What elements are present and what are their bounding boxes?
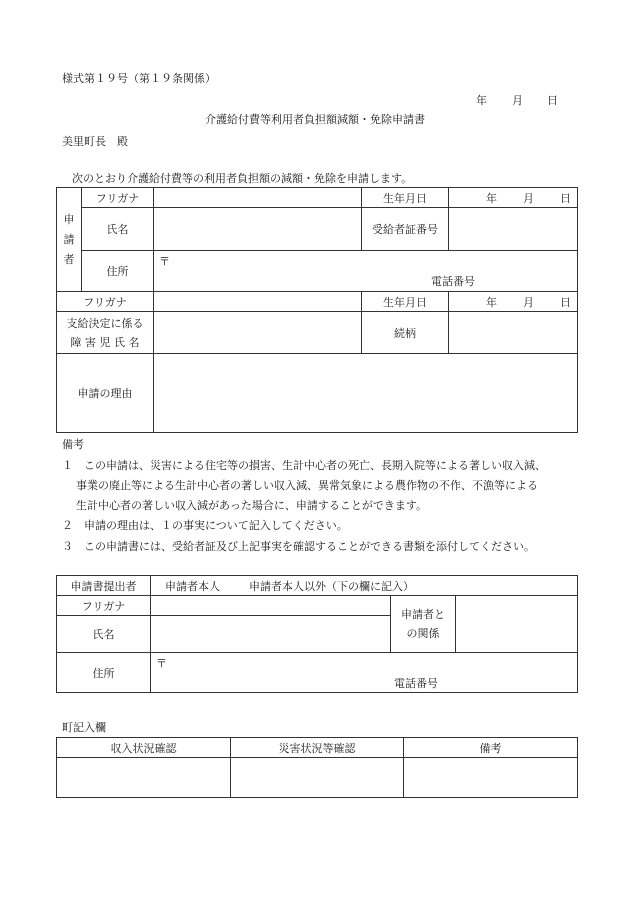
submitter-relation-line2: の関係 — [406, 627, 440, 640]
note-1-line-2: 事業の廃止等による生計中心者の著しい収入減、異常気象による農作物の不作、不漁等による — [76, 479, 538, 492]
note-1-line-3: 生計中心者の著しい収入減があった場合に、申請することができます。 — [76, 499, 428, 512]
note-2: ２ 申請の理由は、１の事実について記入してください。 — [62, 519, 348, 532]
submitter-address-label: 住所 — [57, 653, 151, 693]
applicant-birth-year: 年 — [486, 191, 497, 205]
submitter-relation-label — [391, 596, 456, 653]
child-birthdate-label: 生年月日 — [362, 292, 449, 312]
submitter-name-field[interactable] — [151, 616, 391, 653]
applicant-name-field[interactable] — [154, 208, 362, 251]
date-year-label: 年 — [476, 94, 487, 107]
intro-text: 次のとおり介護給付費等の利用者負担額の減額・免除を申請します。 — [72, 172, 413, 185]
date-month-label: 月 — [512, 94, 523, 107]
disaster-check-field[interactable] — [231, 758, 404, 798]
income-check-field[interactable] — [57, 758, 231, 798]
col-income-check: 収入状況確認 — [57, 738, 231, 758]
submitter-address-field[interactable] — [151, 653, 578, 693]
applicant-name-label: 氏名 — [82, 208, 154, 251]
town-section-heading: 町記入欄 — [62, 721, 106, 734]
child-name-label-line2: 障 害 児 氏 名 — [70, 335, 140, 349]
remarks-field[interactable] — [404, 758, 578, 798]
applicant-furigana-label: フリガナ — [82, 188, 154, 208]
applicant-group-label — [57, 188, 82, 292]
reason-field[interactable] — [154, 354, 578, 433]
applicant-birth-day: 日 — [560, 191, 571, 205]
applicant-furigana-field[interactable] — [154, 188, 362, 208]
applicant-birthdate-label: 生年月日 — [362, 188, 449, 208]
col-disaster-check: 災害状況等確認 — [231, 738, 404, 758]
submitter-option-self[interactable]: 申請者本人 — [165, 579, 220, 593]
child-birth-month: 月 — [523, 295, 534, 309]
child-relation-label: 続柄 — [362, 312, 449, 354]
applicant-char-2: 請 — [63, 232, 75, 246]
applicant-postal-mark: 〒 — [159, 255, 170, 268]
child-birth-day: 日 — [560, 295, 571, 309]
submitter-option-other[interactable]: 申請者本人以外（下の欄に記入） — [249, 579, 414, 593]
child-name-field[interactable] — [154, 312, 362, 354]
applicant-address-label: 住所 — [82, 251, 154, 292]
child-name-label — [57, 312, 154, 354]
child-furigana-label: フリガナ — [57, 292, 154, 312]
notes-heading: 備考 — [62, 438, 84, 451]
applicant-birthdate-field[interactable] — [449, 188, 578, 208]
applicant-char-3: 者 — [63, 252, 75, 266]
note-3: ３ この申請書には、受給者証及び上記事実を確認することができる書類を添付してください。 — [62, 540, 535, 553]
applicant-table — [56, 187, 578, 433]
child-furigana-field[interactable] — [154, 292, 362, 312]
child-name-label-line1: 支給決定に係る — [66, 316, 144, 330]
recipient-id-label: 受給者証番号 — [362, 208, 449, 251]
submitter-relation-line1: 申請者と — [401, 608, 445, 621]
child-birthdate-field[interactable] — [449, 292, 578, 312]
child-birth-year: 年 — [486, 295, 497, 309]
applicant-birth-month: 月 — [523, 191, 534, 205]
reason-label: 申請の理由 — [57, 354, 154, 433]
recipient-id-field[interactable] — [449, 208, 578, 251]
submitter-phone-label: 電話番号 — [394, 677, 438, 690]
submitter-furigana-field[interactable] — [151, 596, 391, 616]
form-number: 様式第１９号（第１９条関係） — [62, 72, 216, 85]
submitter-table — [56, 575, 578, 693]
col-remarks: 備考 — [404, 738, 578, 758]
applicant-address-field[interactable] — [154, 251, 578, 292]
submitter-options — [151, 576, 578, 596]
child-relation-field[interactable] — [449, 312, 578, 354]
submitter-name-label: 氏名 — [57, 616, 151, 653]
form-title: 介護給付費等利用者負担額減額・免除申請書 — [205, 113, 425, 126]
date-day-label: 日 — [547, 94, 558, 107]
town-table — [56, 737, 578, 798]
applicant-phone-label: 電話番号 — [431, 275, 475, 288]
note-1-line-1: １ この申請は、災害による住宅等の損害、生計中心者の死亡、長期入院等による著しい収入減、 — [62, 459, 546, 472]
submitter-label: 申請書提出者 — [57, 576, 151, 596]
submitter-postal-mark: 〒 — [156, 657, 167, 670]
submitter-relation-field[interactable] — [456, 596, 578, 653]
submitter-furigana-label: フリガナ — [57, 596, 151, 616]
applicant-char-1: 申 — [63, 212, 75, 226]
addressee: 美里町長 殿 — [62, 135, 128, 148]
